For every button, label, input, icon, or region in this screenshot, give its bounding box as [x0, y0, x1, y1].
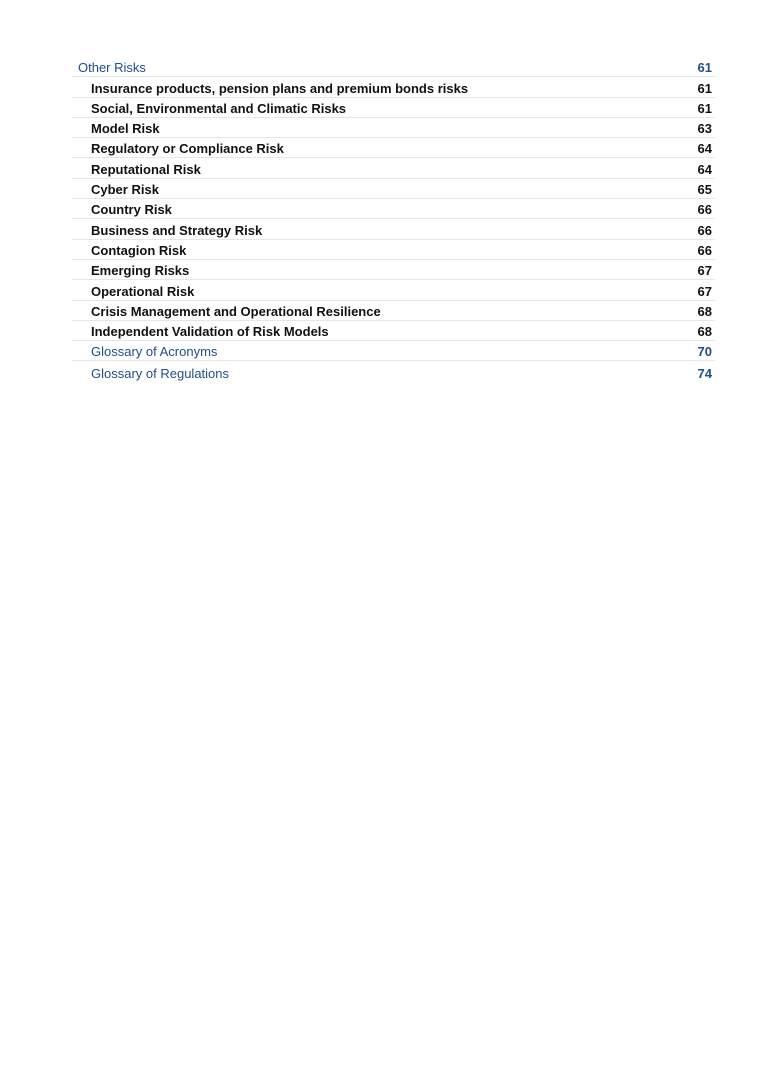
toc-entry-title: Business and Strategy Risk [91, 222, 263, 238]
toc-entry-regulatory-risk[interactable] [72, 138, 715, 158]
toc-entry-title: Reputational Risk [91, 161, 201, 177]
toc-entry-business-strategy-risk[interactable] [72, 219, 715, 239]
toc-entry-cyber-risk[interactable] [72, 179, 715, 199]
toc-entry-page: 67 [697, 283, 712, 299]
toc-entry-page: 61 [697, 100, 712, 116]
toc-entry-model-risk[interactable] [72, 118, 715, 138]
toc-entry-page: 63 [697, 121, 712, 137]
toc-entry-reputational-risk[interactable] [72, 158, 715, 178]
toc-entry-page: 65 [697, 182, 712, 198]
toc-entry-title: Model Risk [91, 121, 160, 137]
toc-entry-independent-validation[interactable] [72, 321, 715, 341]
toc-entry-page: 61 [697, 80, 712, 96]
toc-entry-page: 66 [697, 222, 712, 238]
toc-entry-title: Operational Risk [91, 283, 195, 299]
toc-section-other-risks[interactable] [72, 57, 715, 77]
toc-entry-page: 74 [697, 365, 712, 381]
toc-entry-insurance-risks[interactable] [72, 77, 715, 97]
toc-entry-page: 64 [697, 141, 712, 157]
toc-entry-crisis-management[interactable] [72, 301, 715, 321]
toc-entry-title: Glossary of Regulations [91, 365, 230, 381]
toc-entry-emerging-risks[interactable] [72, 260, 715, 280]
toc-entry-glossary-acronyms[interactable] [72, 341, 715, 361]
toc-entry-page: 61 [697, 60, 712, 76]
toc-entry-operational-risk[interactable] [72, 280, 715, 300]
toc-entry-title: Glossary of Acronyms [91, 344, 218, 360]
toc-entry-page: 64 [697, 161, 712, 177]
toc-entry-page: 70 [697, 344, 712, 360]
toc-entry-contagion-risk[interactable] [72, 240, 715, 260]
toc-entry-title: Regulatory or Compliance Risk [91, 141, 284, 157]
toc-entry-title: Country Risk [91, 202, 172, 218]
table-of-contents [72, 57, 715, 382]
toc-entry-page: 66 [697, 202, 712, 218]
toc-entry-page: 66 [697, 242, 712, 258]
toc-entry-page: 68 [697, 303, 712, 319]
toc-entry-title: Other Risks [78, 60, 146, 76]
toc-entry-title: Crisis Management and Operational Resilience [91, 303, 381, 319]
toc-entry-country-risk[interactable] [72, 199, 715, 219]
toc-entry-title: Contagion Risk [91, 242, 187, 258]
toc-entry-page: 68 [697, 324, 712, 340]
toc-entry-glossary-regulations[interactable] [72, 361, 715, 381]
toc-entry-social-environmental-risks[interactable] [72, 98, 715, 118]
toc-entry-title: Independent Validation of Risk Models [91, 324, 329, 340]
toc-entry-page: 67 [697, 263, 712, 279]
toc-entry-title: Social, Environmental and Climatic Risks [91, 100, 347, 116]
toc-entry-title: Emerging Risks [91, 263, 190, 279]
toc-entry-title: Insurance products, pension plans and premium bonds risks [91, 80, 469, 96]
toc-entry-title: Cyber Risk [91, 182, 159, 198]
